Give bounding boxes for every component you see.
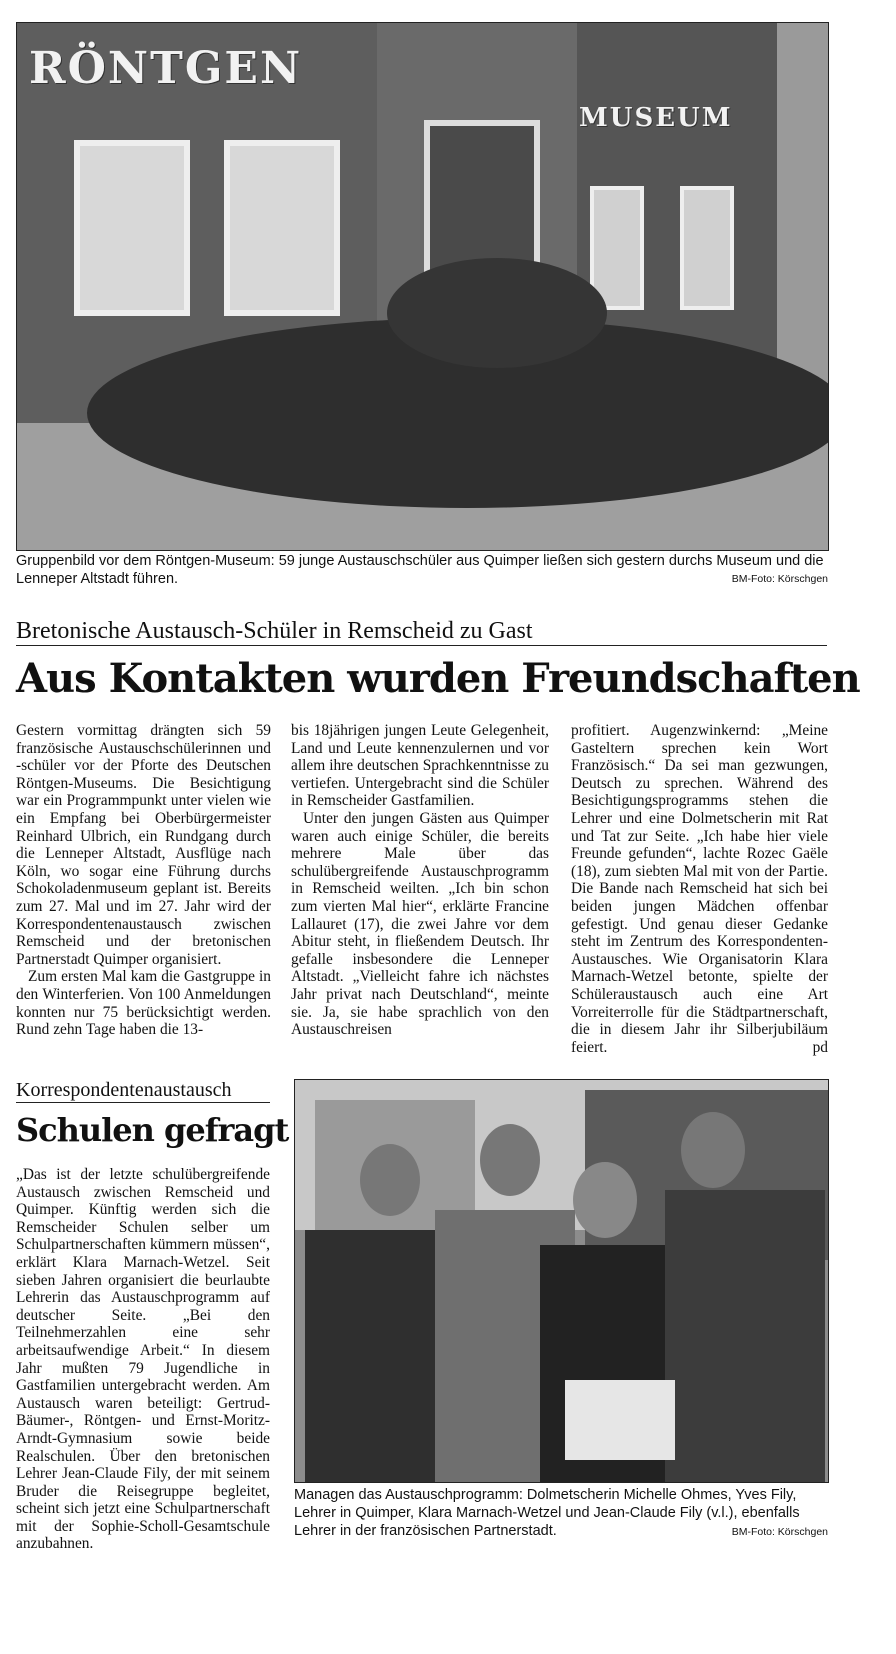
bottom-photo-caption: Managen das Austauschprogramm: Dolmetscherin Michelle Ohmes, Yves Fily, Lehrer in Quimper, Klara Marnach-Wetzel und Jean-Claude Fily (v.l.), ebenfalls Lehrer in der französischen Partnerstadt. [294, 1487, 800, 1539]
article-paragraph-text: profitiert. Augenzwinkernd: „Meine Gasteltern sprechen kein Wort Französisch.“ Da sei man gezwungen, Deutsch zu sprechen. Während des Besichtigungsprogramms stehen die Lehrer und eine Dolmetscherin mit Rat und Tat zur Seite. „Ich habe hier viele Freunde gefunden“, lachte Rozec Gaële (18), zum siebten Mal mit von der Partie. Die Bande nach Remscheid hat sich bei beiden jungen Mädchen offenbar gefestigt. Und genau dieser Gedanke steht im Zentrum des Korrespondenten-Austausches. Wie Organisatorin Klara Marnach-Wetzel betonte, spielte der Schüleraustausch auch eine Art Vorreiterrolle für die Städtpartnerschaft, die in diesem Jahr ihr Silberjubiläum feiert. [571, 722, 828, 1056]
sidebar-paragraph: „Das ist der letzte schulübergreifende Austausch zwischen Remscheid und Quimper. Künftig werden sich die Remscheider Schulen selber um Schulpartnerschaften kümmern müssen“, erklärt Klara Marnach-Wetzel. Seit sieben Jahren organisiert die beurlaubte Lehrerin das Austauschprogramm auf deutscher Seite. „Bei den Teilnehmerzahlen eine sehr arbeitsaufwendige Arbeit.“ In diesem Jahr mußten 79 Jugendliche in Gastfamilien untergebracht werden. Am Austausch waren beteiligt: Gertrud-Bäumer-, Röntgen- und Ernst-Moritz-Arndt-Gymnasium sowie beide Realschulen. Über den bretonischen Lehrer Jean-Claude Fily, der mit seinem Bruder die Reisegruppe begleitet, scheint sich jetzt eine Schulpartnerschaft mit der Sophie-Scholl-Gesamtschule anzubahnen. [16, 1166, 270, 1553]
sidebar-headline: Schulen gefragt [16, 1111, 289, 1149]
article-headline: Aus Kontakten wurden Freundschaften [16, 655, 860, 702]
sidebar-kicker-rule [16, 1102, 270, 1103]
bottom-photo [294, 1079, 829, 1483]
article-paragraph: Gestern vormittag drängten sich 59 französische Austauschschülerinnen und -schüler vor der Pforte des Deutschen Röntgen-Museums. Die Besichtigung war ein Programmpunkt unter vielen wie ein Empfang bei Oberbürgermeister Reinhard Ulbrich, ein Rundgang durch die Lenneper Altstadt, Ausflüge nach Köln, wo sogar eine Führung durchs Schokoladenmuseum geplant ist. Bereits zum 27. Mal und im 27. Jahr wird der Korrespondentenaustausch zwischen Remscheid und der bretonischen Partnerstadt Quimper organisiert. [16, 722, 271, 968]
museum-sign-roentgen: RÖNTGEN [29, 43, 303, 94]
article-column-2 [291, 722, 549, 1039]
article-paragraph: Zum ersten Mal kam die Gastgruppe in den Winterferien. Von 100 Anmeldungen konnten nur 75 berücksichtigt werden. Rund zehn Tage haben die 13- [16, 968, 271, 1039]
top-photo-credit: BM-Foto: Körschgen [731, 573, 828, 585]
top-photo [16, 22, 829, 551]
article-paragraph: Unter den jungen Gästen aus Quimper waren auch einige Schüler, die bereits mehrere Male über das schulübergreifende Austauschprogramm in Remscheid weilten. „Ich bin schon zum vierten Mal hier“, erklärte Francine Lallauret (17), die zwei Jahre vor dem Abitur steht, in fließendem Deutsch. Ihr gefalle insbesondere die Lenneper Altstadt. „Vielleicht fahre ich nächstes Jahr privat nach Deutschland“, meinte sie. Ja, sie habe sprachlich von den Austauschreisen [291, 809, 549, 1039]
article-paragraph: bis 18jährigen jungen Leute Gelegenheit, Land und Leute kennenzulernen und vor allem ihre deutschen Sprachkenntnisse zu vertiefen. Untergebracht sind die Schüler in Remscheider Gastfamilien. [291, 722, 549, 810]
article-column-3 [571, 722, 828, 1056]
sidebar-kicker: Korrespondentenaustausch [16, 1079, 232, 1101]
article-paragraph [571, 722, 828, 1056]
article-column-1 [16, 722, 271, 1039]
organizers-photo [295, 1080, 828, 1482]
article-kicker: Bretonische Austausch-Schüler in Remscheid zu Gast [16, 618, 533, 644]
top-photo-caption: Gruppenbild vor dem Röntgen-Museum: 59 junge Austauschschüler aus Quimper ließen sich gestern durchs Museum und die Lenneper Altstadt führen. [16, 553, 824, 587]
sidebar-body [16, 1166, 270, 1553]
author-signature: pd [812, 1038, 828, 1056]
museum-sign-museum: MUSEUM [579, 103, 733, 133]
kicker-rule [16, 645, 827, 646]
bottom-photo-credit: BM-Foto: Körschgen [731, 1526, 828, 1538]
